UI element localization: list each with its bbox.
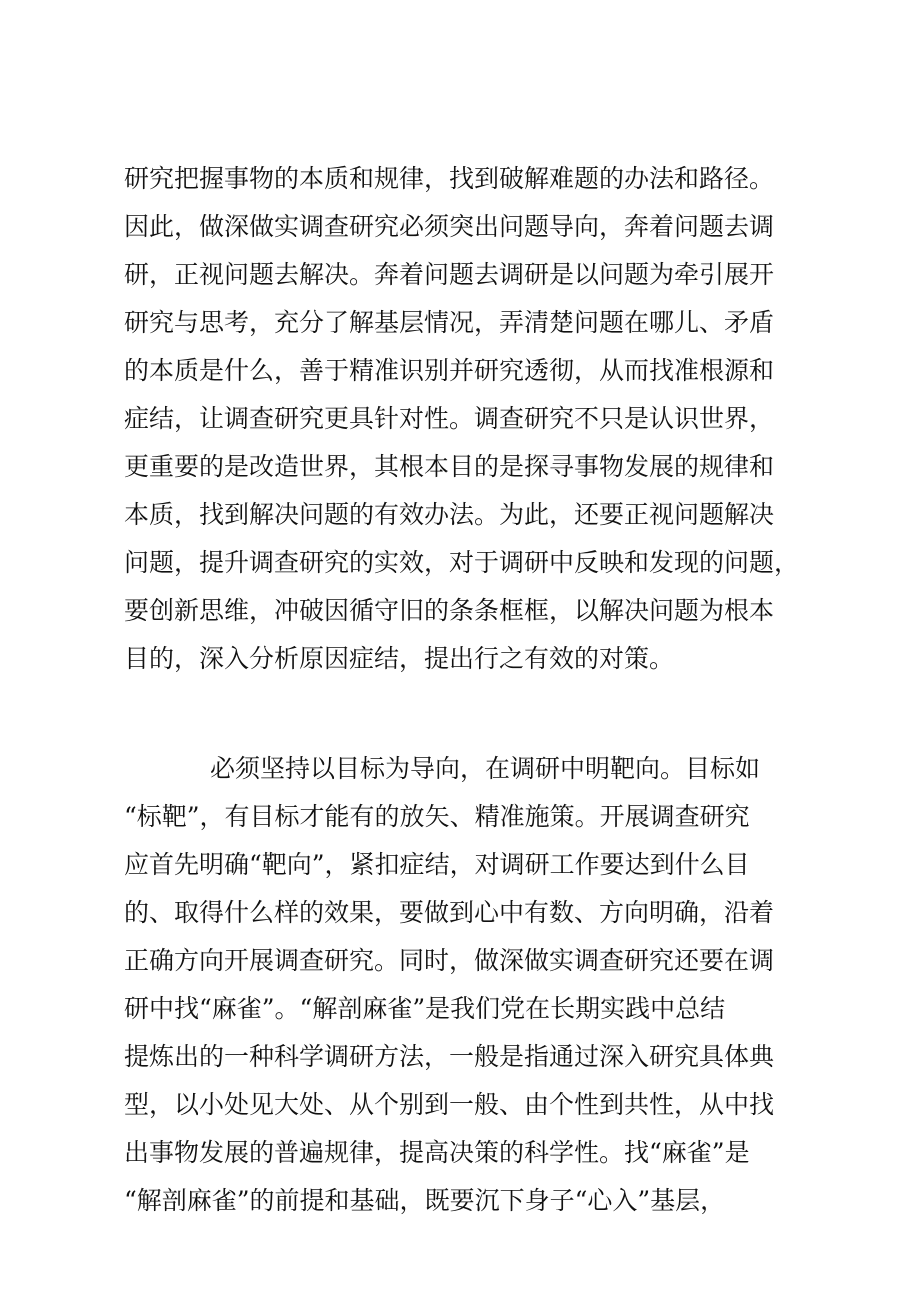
paragraph-2-line: 研中找“麻雀”。“解剖麻雀”是我们党在长期实践中总结 xyxy=(124,994,726,1023)
paragraph-2-line: “标靶”，有目标才能有的放矢、精准施策。开展调查研究 xyxy=(124,802,750,831)
paragraph-1-line: 要创新思维，冲破因循守旧的条条框框，以解决问题为根本 xyxy=(124,596,775,625)
paragraph-2-line: 应首先明确“靶向”，紧扣症结，对调研工作要达到什么目 xyxy=(124,850,750,879)
paragraph-1-line: 本质，找到解决问题的有效办法。为此，还要正视问题解决 xyxy=(124,500,775,529)
paragraph-1-line: 更重要的是改造世界，其根本目的是探寻事物发展的规律和 xyxy=(124,452,775,481)
paragraph-1-line: 的本质是什么，善于精准识别并研究透彻，从而找准根源和 xyxy=(124,356,775,385)
paragraph-2-line: 型，以小处见大处、从个别到一般、由个性到共性，从中找 xyxy=(124,1090,775,1119)
paragraph-1-line: 研，正视问题去解决。奔着问题去调研是以问题为牵引展开 xyxy=(124,260,775,289)
paragraph-1-line: 研究把握事物的本质和规律，找到破解难题的办法和路径。 xyxy=(124,164,775,193)
paragraph-2-line: 必须坚持以目标为导向，在调研中明靶向。目标如 xyxy=(210,754,761,783)
paragraph-1-line: 因此，做深做实调查研究必须突出问题导向，奔着问题去调 xyxy=(124,212,775,241)
paragraph-2-line: 正确方向开展调查研究。同时，做深做实调查研究还要在调 xyxy=(124,946,775,975)
paragraph-1-line: 目的，深入分析原因症结，提出行之有效的对策。 xyxy=(124,644,675,673)
paragraph-2-line: 出事物发展的普遍规律，提高决策的科学性。找“麻雀”是 xyxy=(124,1138,750,1167)
paragraph-2-line: “解剖麻雀”的前提和基础，既要沉下身子“心入”基层， xyxy=(124,1186,726,1215)
paragraph-1-line: 症结，让调查研究更具针对性。调查研究不只是认识世界， xyxy=(124,404,775,433)
paragraph-1-line: 研究与思考，充分了解基层情况，弄清楚问题在哪儿、矛盾 xyxy=(124,308,775,337)
paragraph-2-line: 提炼出的一种科学调研方法，一般是指通过深入研究具体典 xyxy=(124,1042,775,1071)
paragraph-1-line: 问题，提升调查研究的实效，对于调研中反映和发现的问题， xyxy=(124,548,800,577)
paragraph-2-line: 的、取得什么样的效果，要做到心中有数、方向明确，沿着 xyxy=(124,898,775,927)
